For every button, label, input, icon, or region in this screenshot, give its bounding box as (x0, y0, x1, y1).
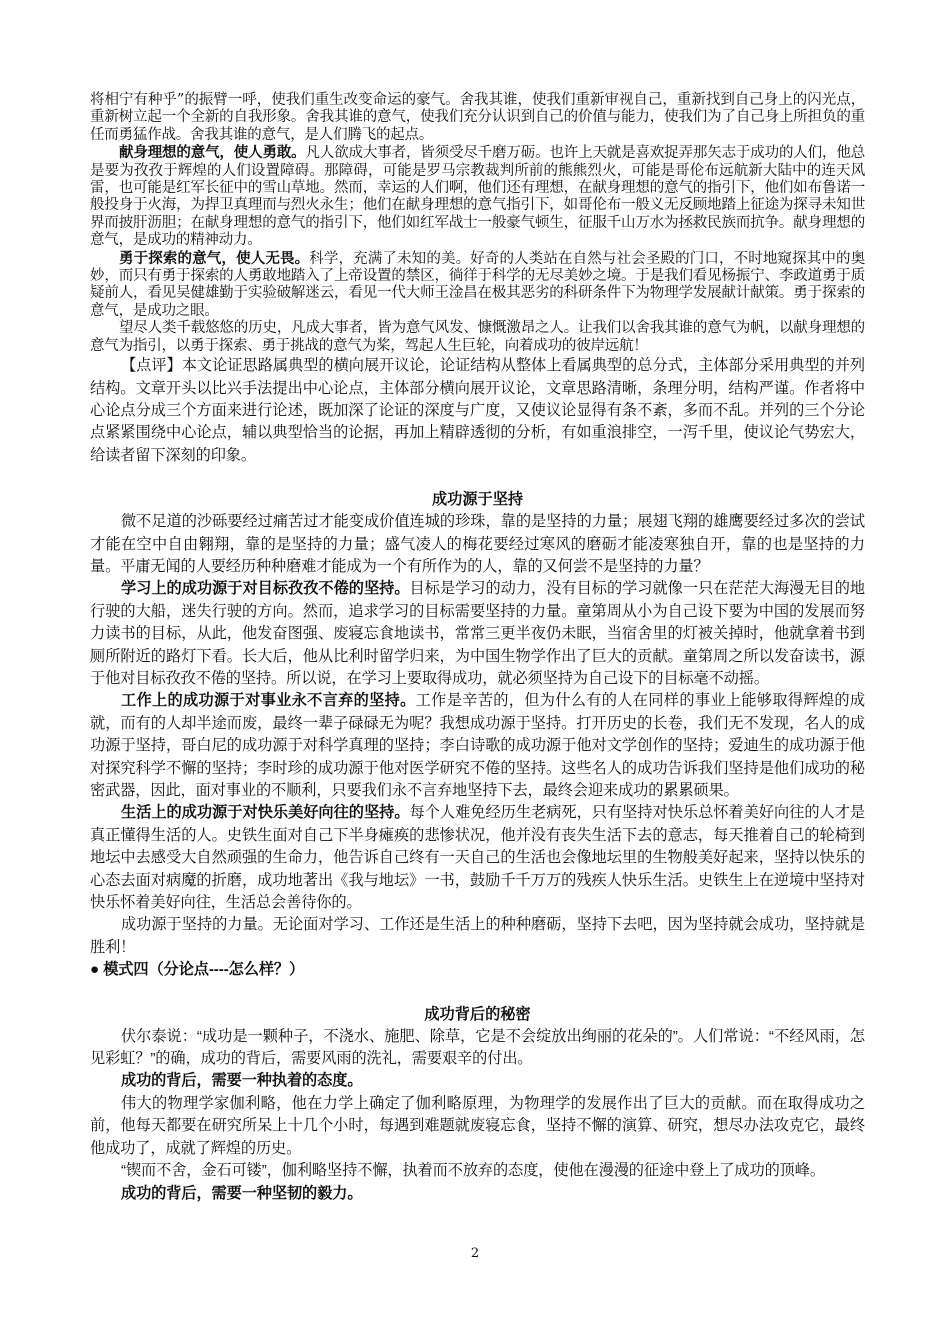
paragraph-body: 凡人欲成大事者，皆须受尽千磨万砺。也许上天就是喜欢捉弄那矢志于成功的人们，他总是要为孜孜于辉煌的人们设置障碍。那障碍，可能是罗马宗教裁判所前的熊熊烈火，可能是哥伦布远航新大陆中的连天风雷，也可能是红军长征中的雪山草地。然而，幸运的人们啊，他们还有理想，在献身理想的意气的指引下，他们如布鲁诺一般投身于火海，为捍卫真理而与烈火永生；他们在献身理想的意气指引下，如哥伦布一般义无反顾地踏上征途为探寻未知世界而披肝沥胆；在献身理想的意气的指引下，他们如红军战士一般豪气顿生，征服千山万水为拯救民族而抗争。献身理想的意气，是成功的精神动力。 (90, 145, 865, 249)
paragraph-body: 每个人难免经历生老病死，只有坚持对快乐总怀着美好向往的人才是真正懂得生活的人。史铁生面对自己下半身瘫痪的悲惨状况，他并没有丧失生活下去的意志，每天推着自己的轮椅到地坛中去感受大自然顽强的生命力，他告诉自己终有一天自己的生活也会像地坛里的生物般美好起来，坚持以快乐的心态去面对病魔的折磨，成功地著出《我与地坛》一书，鼓励千千万万的残疾人快乐生活。史铁生上在逆境中坚持对快乐怀着美好向往，生活总会善待你的。 (90, 804, 865, 912)
paragraph-body: 工作是辛苦的，但为什么有的人在同样的事业上能够取得辉煌的成就，而有的人却半途而废，最终一辈子碌碌无为呢？我想成功源于坚持。打开历史的长卷，我们无不发现，名人的成功源于坚持，哥白尼的成功源于对科学真理的坚持；李白诗歌的成功源于他对文学创作的坚持；爱迪生的成功源于他对探究科学不懈的坚持；李时珍的成功源于他对医学研究不倦的坚持。这些名人的成功告诉我们坚持是他们成功的秘密武器，因此，面对事业的不顺利，只要我们永不言弃地坚持下去，最终会迎来成功的累累硕果。 (90, 692, 865, 799)
paragraph (90, 144, 865, 249)
paragraph: 伟大的物理学家伽利略，他在力学上确定了伽利略原理，为物理学的发展作出了巨大的贡献。而在取得成功之前，他每天都要在研究所呆上十几个小时，每遇到难题就废寝忘食，坚持不懈的演算、研究，想尽办法攻克它，最终他成功了，成就了辉煌的历史。 (90, 1094, 865, 1157)
subpoint-heading: 学习上的成功源于对目标孜孜不倦的坚持。 (121, 580, 410, 598)
subpoint-heading: 勇于探索的意气，使人无畏。 (119, 249, 310, 267)
subpoint-heading: 成功的背后，需要一种坚韧的毅力。 (121, 1184, 363, 1202)
paragraph: 微不足道的沙砾要经过痛苦过才能变成价值连城的珍珠，靠的是坚持的力量；展翅飞翔的雄鹰要经过多次的尝试才能在空中自由翱翔，靠的是坚持的力量；盛气凌人的梅花要经过寒风的磨砺才能凌寒独自开，靠的也是坚持的力量。平庸无闻的人要经历种种磨难才能成为一个有所作为的人，靠的又何尝不是坚持的力量？ (90, 513, 865, 575)
comment-block (90, 355, 865, 467)
paragraph (90, 802, 865, 914)
page-number: 2 (470, 1246, 480, 1261)
paragraph (90, 578, 865, 690)
subpoint-heading: 生活上的成功源于对快乐美好向往的坚持。 (121, 804, 410, 822)
essay2 (90, 489, 865, 982)
paragraph: 望尽人类千载悠悠的历史，凡成大事者，皆为意气风发、慷慨激昂之人。让我们以舍我其谁的意气为帆，以献身理想的意气为指引，以勇于探索、勇于挑战的意气为桨，驾起人生巨轮，向着成功的彼岸远航！ (90, 320, 865, 354)
subpoint-heading: 成功的背后，需要一种执着的态度。 (121, 1072, 363, 1090)
paragraph: 成功源于坚持的力量。无论面对学习、工作还是生活上的种种磨砺，坚持下去吧，因为坚持就会成功，坚持就是胜利！ (90, 916, 865, 956)
essay-title: 成功背后的秘密 (424, 1005, 531, 1023)
document-page (90, 92, 865, 1205)
paragraph-body: 目标是学习的动力，没有目标的学习就像一只在茫茫大海漫无目的地行驶的大船，迷失行驶的方向。然而，追求学习的目标需要坚持的力量。童第周从小为自己设下要为中国的发展而努力读书的目标，从此，他发奋图强、废寝忘食地读书，常常三更半夜仍未眠，当宿舍里的灯被关掉时，他就拿着书到厕所附近的路灯下看。长大后，他从比利时留学归来，为中国生物学作出了巨大的贡献。童第周之所以发奋读书，源于他对目标孜孜不倦的坚持。所以说，在学习上要取得成功，就必须坚持为自己设下的目标毫不动摇。 (90, 580, 865, 687)
essay3 (90, 1004, 865, 1205)
paragraph: 将相宁有种乎”的振臂一呼，使我们重生改变命运的豪气。舍我其谁，使我们重新审视自己，重新找到自己身上的闪光点，重新树立起一个全新的自我形象。舍我其谁的意气，使我们充分认识到自己的价值与能力，使我们为了自己身上所担负的重任而勇猛作战。舍我其谁的意气，是人们腾飞的起点。 (90, 92, 865, 143)
essay-title: 成功源于坚持 (431, 491, 524, 509)
subpoint-heading: 献身理想的意气，使人勇敢。 (119, 144, 306, 162)
paragraph: 伏尔泰说：“成功是一颗种子，不浇水、施肥、除草，它是不会绽放出绚丽的花朵的”。人们常说：“不经风雨，怎见彩虹？”的确，成功的背后，需要风雨的洗礼，需要艰辛的付出。 (90, 1027, 865, 1068)
bullet-icon: ● (90, 961, 100, 979)
paragraph: “锲而不舍，金石可镂”，伽利略坚持不懈，执着而不放弃的态度，使他在漫漫的征途中登上了成功的顶峰。 (121, 1162, 825, 1180)
mode-heading (90, 959, 865, 981)
subpoint-heading: 工作上的成功源于对事业永不言弃的坚持。 (121, 692, 416, 710)
mode-label: 模式四（分论点----怎么样？） (103, 961, 305, 979)
paragraph (90, 250, 865, 321)
paragraph-body: 科学，充满了未知的美。好奇的人类站在自然与社会圣殿的门口，不时地窥探其中的奥妙，而只有勇于探索的人勇敢地踏入了上帝设置的禁区，徜徉于科学的无尽美妙之境。于是我们看见杨振宁、李政道勇于质疑前人，看见吴健雄勤于实验破解迷云，看见一代大师王淦昌在极其恶劣的科研条件下为物理学发展献计献策。勇于探索的意气，是成功之眼。 (90, 250, 865, 319)
comment-paragraph: 【点评】本文论证思路属典型的横向展开议论，论证结构从整体上看属典型的总分式，主体部分采用典型的并列结构。文章开头以比兴手法提出中心论点，主体部分横向展开议论，文章思路清晰，条理分明，结构严谨。作者将中心论点分成三个方面来进行论述，既加深了论证的深度与广度，又使议论显得有条不紊，多而不乱。并列的三个分论点紧紧围绕中心论点，辅以典型恰当的论据，再加上精辟透彻的分析，有如重浪排空，一泻千里，使议论气势宏大，给读者留下深刻的印象。 (90, 357, 865, 464)
paragraph (90, 690, 865, 802)
essay1-continuation (90, 92, 865, 355)
